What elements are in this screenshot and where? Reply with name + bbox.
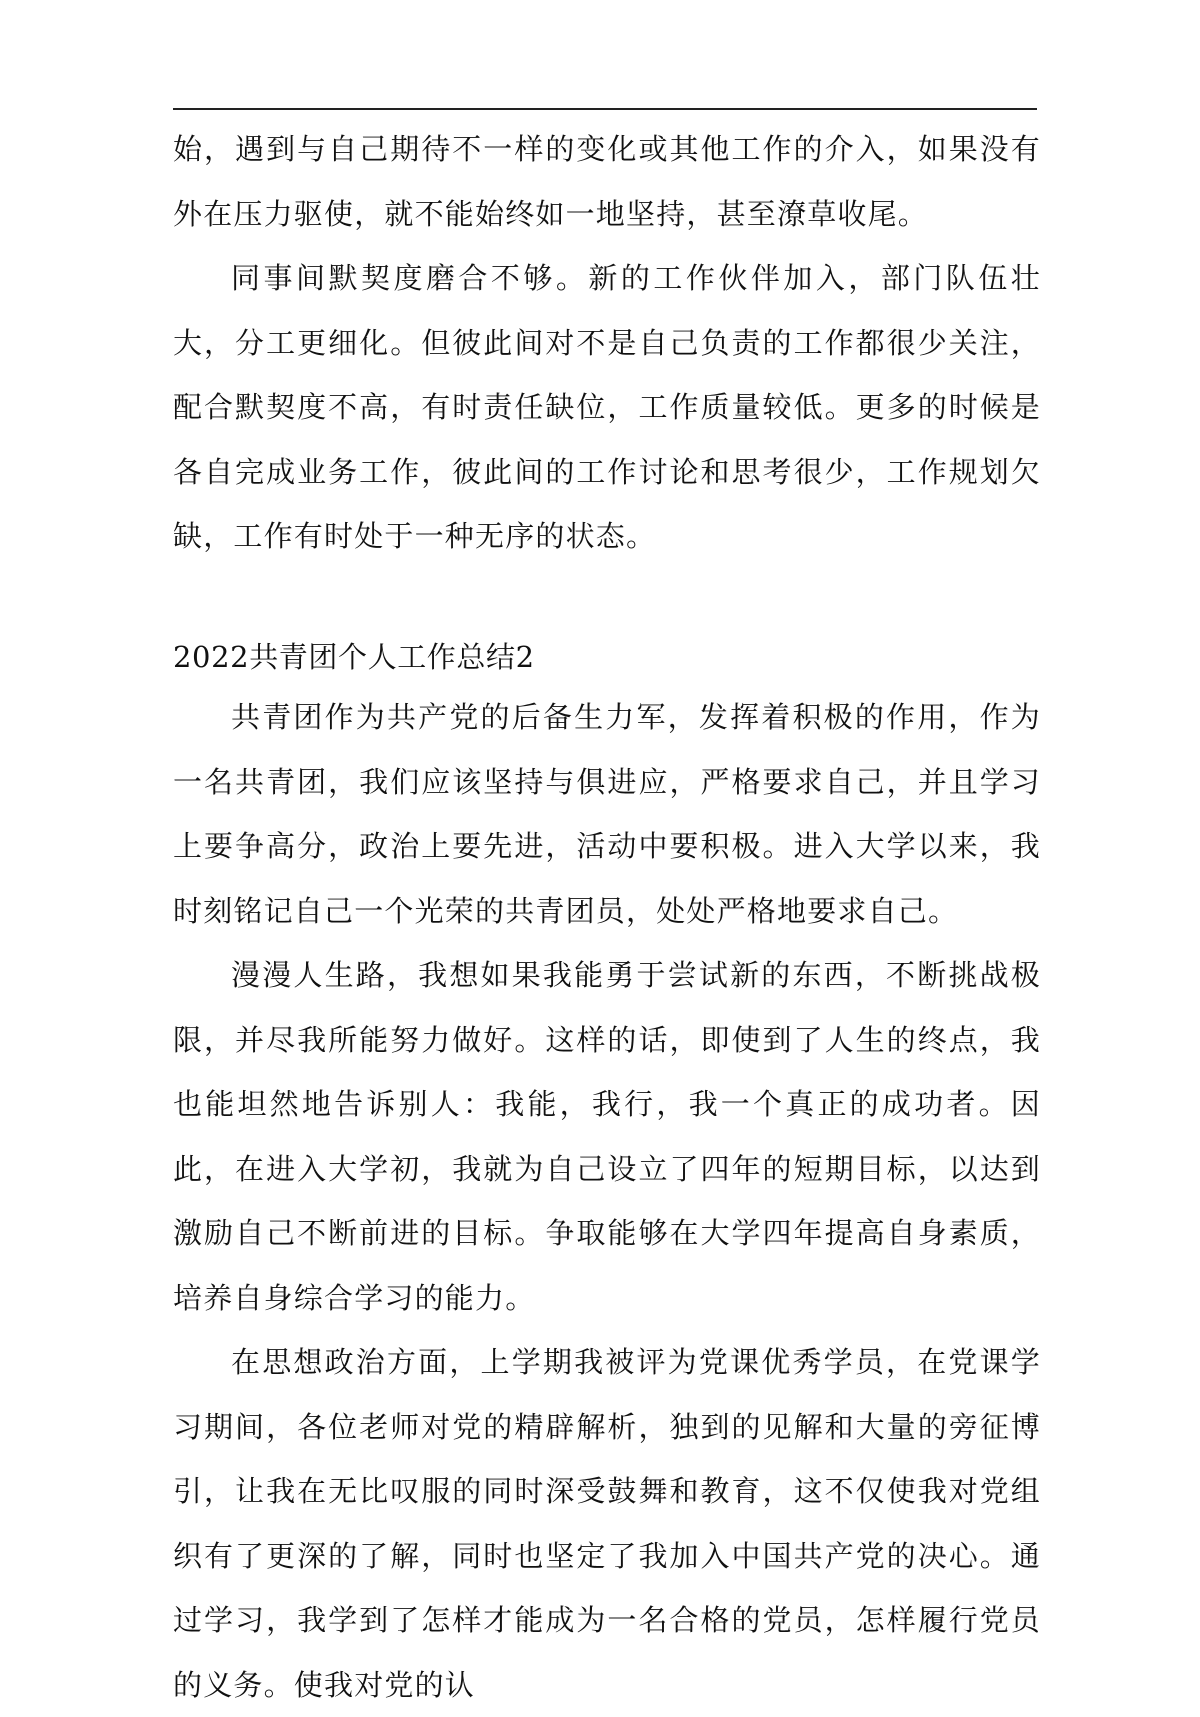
paragraph: 共青团作为共产党的后备生力军，发挥着积极的作用，作为一名共青团，我们应该坚持与俱进应，严格要求自己，并且学习上要争高分，政治上要先进，活动中要积极。进入大学以来，我时刻铭记自己一个光荣的共青团员，处处严格地要求自己。 [173, 700, 1041, 928]
paragraph: 始，遇到与自己期待不一样的变化或其他工作的介入，如果没有外在压力驱使，就不能始终如一地坚持，甚至潦草收尾。 [173, 132, 1041, 231]
paragraph: 同事间默契度磨合不够。新的工作伙伴加入，部门队伍壮大，分工更细化。但彼此间对不是自己负责的工作都很少关注，配合默契度不高，有时责任缺位，工作质量较低。更多的时候是各自完成业务工作，彼此间的工作讨论和思考很少，工作规划欠缺，工作有时处于一种无序的状态。 [173, 261, 1041, 553]
section-title: 2022共青团个人工作总结2 [173, 640, 535, 674]
section-one-body [173, 117, 1041, 569]
section-two-body [173, 685, 1041, 1717]
header-rule [173, 108, 1037, 110]
paragraph: 在思想政治方面，上学期我被评为党课优秀学员，在党课学习期间，各位老师对党的精辟解析，独到的见解和大量的旁征博引，让我在无比叹服的同时深受鼓舞和教育，这不仅使我对党组织有了更深的了解，同时也坚定了我加入中国共产党的决心。通过学习，我学到了怎样才能成为一名合格的党员，怎样履行党员的义务。使我对党的认 [173, 1345, 1041, 1702]
paragraph: 漫漫人生路，我想如果我能勇于尝试新的东西，不断挑战极限，并尽我所能努力做好。这样的话，即使到了人生的终点，我也能坦然地告诉别人：我能，我行，我一个真正的成功者。因此，在进入大学初，我就为自己设立了四年的短期目标，以达到激励自己不断前进的目标。争取能够在大学四年提高自身素质，培养自身综合学习的能力。 [173, 958, 1041, 1315]
